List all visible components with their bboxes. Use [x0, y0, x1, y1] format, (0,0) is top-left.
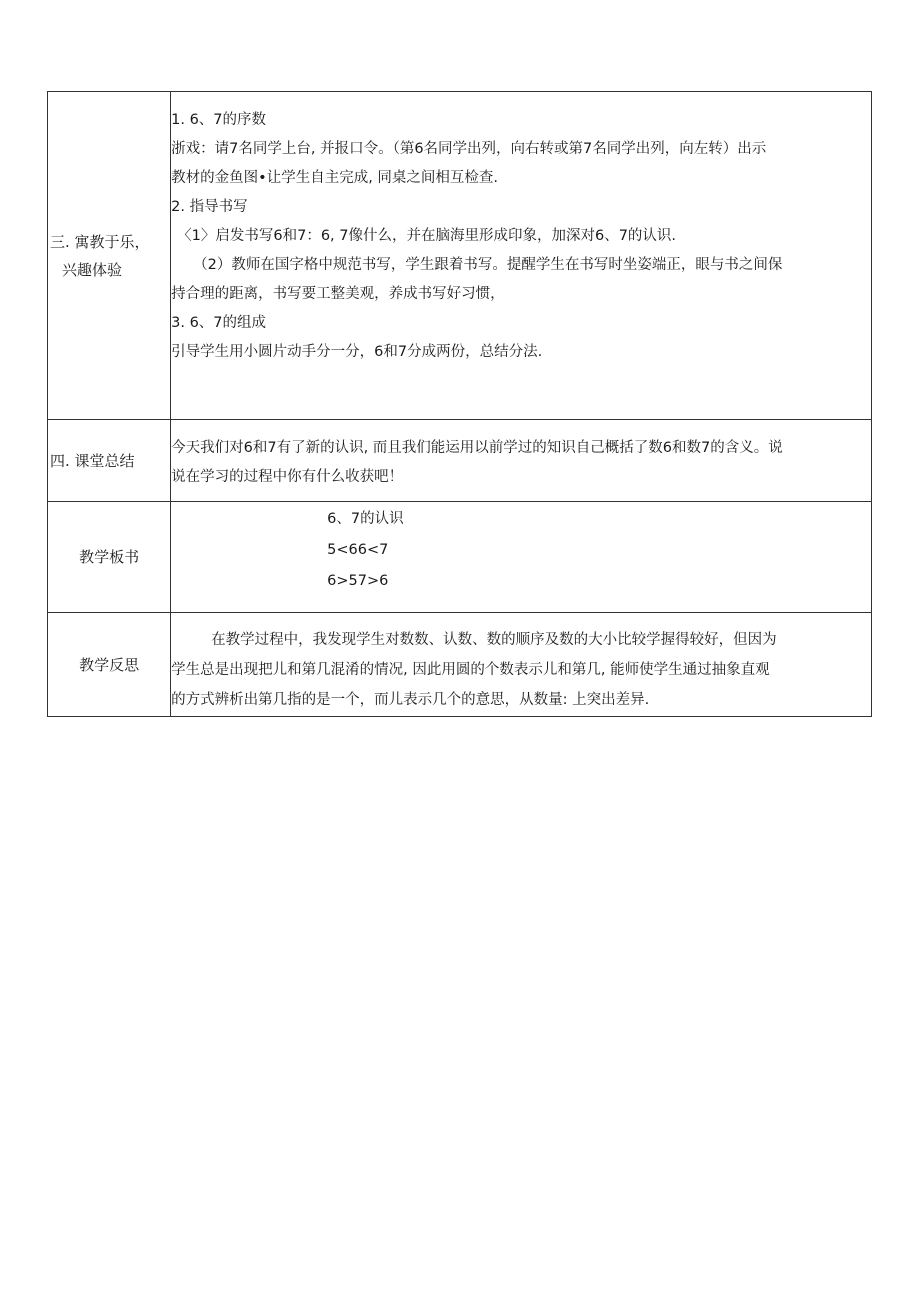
section-content-cell — [171, 502, 872, 613]
section-content-cell — [171, 92, 872, 420]
content-line: 的方式辨析出第几指的是一个，而儿表示几个的意思，从数量: 上突出差异. — [171, 691, 650, 708]
board-title: 6、7的认识 — [327, 511, 404, 527]
section-label: 兴趣体验 — [62, 260, 123, 279]
table-row — [48, 502, 872, 613]
section-label-cell — [48, 420, 171, 502]
section-label: 四. 课堂总结 — [50, 451, 135, 470]
content-line: 引导学生用小圆片动手分一分，6和7分成两份，总结分法. — [171, 344, 543, 360]
table-row — [48, 92, 872, 420]
table-row — [48, 613, 872, 717]
board-line: 6>57>6 — [327, 573, 389, 589]
content-line: 教材的金鱼图•让学生自主完成, 同桌之间相互检查. — [171, 170, 499, 186]
content-line: 学生总是出现把儿和第几混淆的情况, 因此用圆的个数表示儿和第几, 能师使学生通过抽象直观 — [171, 661, 770, 678]
lesson-plan-table — [47, 91, 872, 717]
section-content-cell — [171, 420, 872, 502]
content-line: 今天我们对6和7有了新的认识, 而且我们能运用以前学过的知识自己概括了数6和数7的含义。说 — [171, 439, 783, 456]
content-line: （2）教师在国字格中规范书写，学生跟着书写。提醒学生在书写时坐姿端正，眼与书之间保 — [193, 257, 783, 273]
section-label: 教学板书 — [79, 548, 140, 566]
content-line: 持合理的距离，书写要工整美观，养成书写好习惯， — [171, 286, 505, 302]
content-line: 2. 指导书写 — [171, 199, 248, 215]
content-line: 浙戏：请7名同学上台, 并报口令。（第6名同学出列，向右转或第7名同学出列，向左转）出示 — [171, 141, 767, 157]
table-row — [48, 420, 872, 502]
section-content-cell — [171, 613, 872, 717]
blackboard-content — [171, 504, 871, 597]
content-line: 〈1〉启发书写6和7：6, 7像什么，并在脑海里形成印象，加深对6、7的认识. — [177, 228, 677, 244]
section-label: 三. 寓教于乐， — [50, 232, 150, 251]
board-line: 5<66<7 — [327, 542, 389, 558]
content-line: 在教学过程中，我发现学生对数数、认数、数的顺序及数的大小比较学握得较好，但因为 — [211, 631, 777, 648]
section-label-cell — [48, 92, 171, 420]
section-label-cell — [48, 613, 171, 717]
content-line: 说在学习的过程中你有什么收获吧！ — [171, 468, 404, 485]
section-label: 教学反思 — [79, 655, 140, 674]
section-label-cell — [48, 502, 171, 613]
content-line: 3. 6、7的组成 — [171, 315, 267, 331]
content-line: 1. 6、7的序数 — [171, 112, 267, 128]
